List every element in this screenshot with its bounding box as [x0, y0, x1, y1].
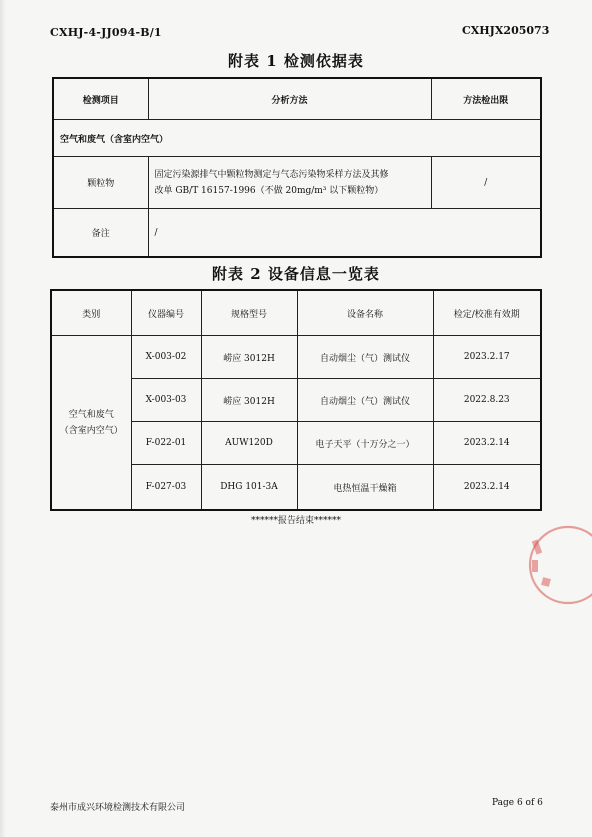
header-cell: 分析方法	[148, 78, 431, 120]
valid-date: 2023.2.14	[433, 465, 541, 511]
method-line: 固定污染源排气中颗粒物测定与气态污染物采样方法及其修	[154, 169, 389, 180]
equipment-name: 电子天平（十万分之一）	[297, 422, 433, 465]
instrument-id: X-003-03	[131, 379, 201, 422]
page-edge-shadow	[0, 0, 6, 837]
basis-table	[52, 77, 542, 258]
valid-date: 2023.2.17	[433, 336, 541, 379]
equipment-name: 自动烟尘（气）测试仪	[297, 379, 433, 422]
category-cell: 空气和废气（含室内空气）	[53, 120, 541, 157]
header-cell: 检定/校准有效期	[433, 290, 541, 336]
doc-code-right: CXHJX205073	[462, 24, 550, 37]
company-seal-stamp	[520, 520, 592, 610]
instrument-id: X-003-02	[131, 336, 201, 379]
category-cell	[51, 336, 131, 511]
table1-title: 附表 1 检测依据表	[228, 52, 364, 70]
model: AUW120D	[201, 422, 297, 465]
valid-date: 2023.2.14	[433, 422, 541, 465]
model: DHG 101-3A	[201, 465, 297, 511]
method-cell	[148, 157, 431, 209]
model: 崂应 3012H	[201, 336, 297, 379]
category-line: （含室内空气）	[59, 425, 123, 436]
equipment-table	[50, 289, 542, 511]
header-cell: 规格型号	[201, 290, 297, 336]
method-line: 改单 GB/T 16157-1996（不做 20mg/m³ 以下颗粒物）	[154, 185, 384, 196]
limit-cell: /	[431, 157, 541, 209]
equipment-name: 自动烟尘（气）测试仪	[297, 336, 433, 379]
header-cell: 检测项目	[53, 78, 148, 120]
remarks-row	[53, 209, 541, 258]
table-header-row	[51, 290, 541, 336]
page-number: Page 6 of 6	[492, 798, 543, 808]
equipment-name: 电热恒温干燥箱	[297, 465, 433, 511]
valid-date: 2022.8.23	[433, 379, 541, 422]
header-cell: 设备名称	[297, 290, 433, 336]
instrument-id: F-022-01	[131, 422, 201, 465]
instrument-id: F-027-03	[131, 465, 201, 511]
header-cell: 方法检出限	[431, 78, 541, 120]
remarks-label: 备注	[53, 209, 148, 258]
remarks-value: /	[148, 209, 541, 258]
table-row	[53, 157, 541, 209]
category-row	[53, 120, 541, 157]
model: 崂应 3012H	[201, 379, 297, 422]
doc-code-left: CXHJ-4-JJ094-B/1	[50, 26, 162, 39]
item-cell: 颗粒物	[53, 157, 148, 209]
table-row	[51, 336, 541, 379]
header-cell: 仪器编号	[131, 290, 201, 336]
end-of-report-note: ******报告结束******	[250, 516, 341, 526]
table2-title: 附表 2 设备信息一览表	[212, 265, 380, 283]
company-name: 泰州市成兴环境检测技术有限公司	[50, 803, 186, 813]
table-header-row	[53, 78, 541, 120]
header-cell: 类别	[51, 290, 131, 336]
category-line: 空气和废气	[68, 409, 114, 420]
